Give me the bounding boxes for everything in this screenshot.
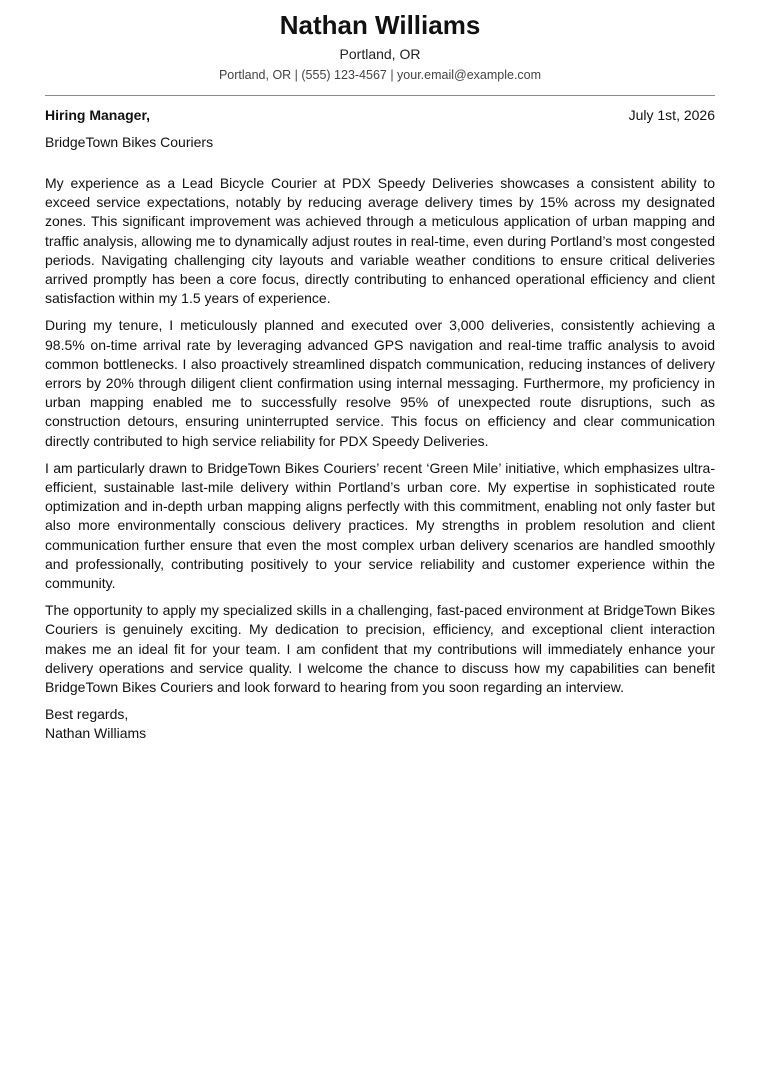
body-paragraph-2: During my tenure, I meticulously planned and executed over 3,000 deliveries, consistently achieving a 98.5% on-time arrival rate by leveraging advanced GPS navigation and real-time traffic analysis to avoid common bottlenecks. I also proactively streamlined dispatch communication, reducing instances of delivery errors by 20% through diligent client confirmation using internal messaging. Furthermore, my proficiency in urban mapping enabled me to successfully resolve 95% of unexpected route disruptions, such as construction detours, ensuring uninterrupted service. This focus on efficiency and clear communication directly contributed to high service reliability for PDX Speedy Deliveries.: [45, 317, 715, 449]
letter-body: [45, 174, 715, 697]
signature-name: Nathan Williams: [45, 725, 147, 742]
letter-header: [45, 0, 715, 83]
recipient-salutation: Hiring Manager,: [45, 107, 151, 123]
letter-signoff: [45, 705, 715, 743]
header-divider: [45, 95, 715, 96]
closing-phrase: Best regards,: [45, 706, 129, 723]
body-paragraph-1: My experience as a Lead Bicycle Courier at PDX Speedy Deliveries showcases a consistent ability to exceed service expectations, notably by reducing average delivery times by 15% across my designated zones. This significant improvement was achieved through a meticulous application of urban mapping and traffic analysis, allowing me to dynamically adjust routes in real-time, even during Portland’s most congested periods. Navigating challenging city layouts and variable weather conditions to ensure critical deliveries arrived promptly has been a core focus, directly contributing to enhanced operational efficiency and client satisfaction within my 1.5 years of experience.: [45, 175, 715, 307]
applicant-contact-line: Portland, OR | (555) 123-4567 | your.email@example.com: [218, 68, 542, 82]
letter-date: July 1st, 2026: [628, 107, 715, 123]
recipient-date-row: [45, 106, 715, 124]
body-paragraph-4: The opportunity to apply my specialized skills in a challenging, fast-paced environment at BridgeTown Bikes Couriers is genuinely exciting. My dedication to precision, efficiency, and exceptional client interaction makes me an ideal fit for your team. I am confident that my contributions will immediately enhance your delivery operations and service quality. I welcome the chance to discuss how my capabilities can benefit BridgeTown Bikes Couriers and look forward to hearing from you soon regarding an interview.: [45, 602, 715, 696]
body-paragraph-3: I am particularly drawn to BridgeTown Bikes Couriers’ recent ‘Green Mile’ initiative, which emphasizes ultra-efficient, sustainable last-mile delivery within Portland’s urban core. My expertise in sophisticated route optimization and in-depth urban mapping aligns perfectly with this commitment, enabling not only faster but also more environmentally conscious delivery practices. My strengths in problem resolution and client communication further ensure that even the most complex urban delivery scenarios are handled smoothly and professionally, contributing positively to your service reliability and customer experience within the community.: [45, 459, 715, 592]
applicant-location: Portland, OR: [339, 46, 421, 62]
recipient-company: BridgeTown Bikes Couriers: [45, 134, 214, 150]
applicant-name: Nathan Williams: [279, 10, 481, 40]
